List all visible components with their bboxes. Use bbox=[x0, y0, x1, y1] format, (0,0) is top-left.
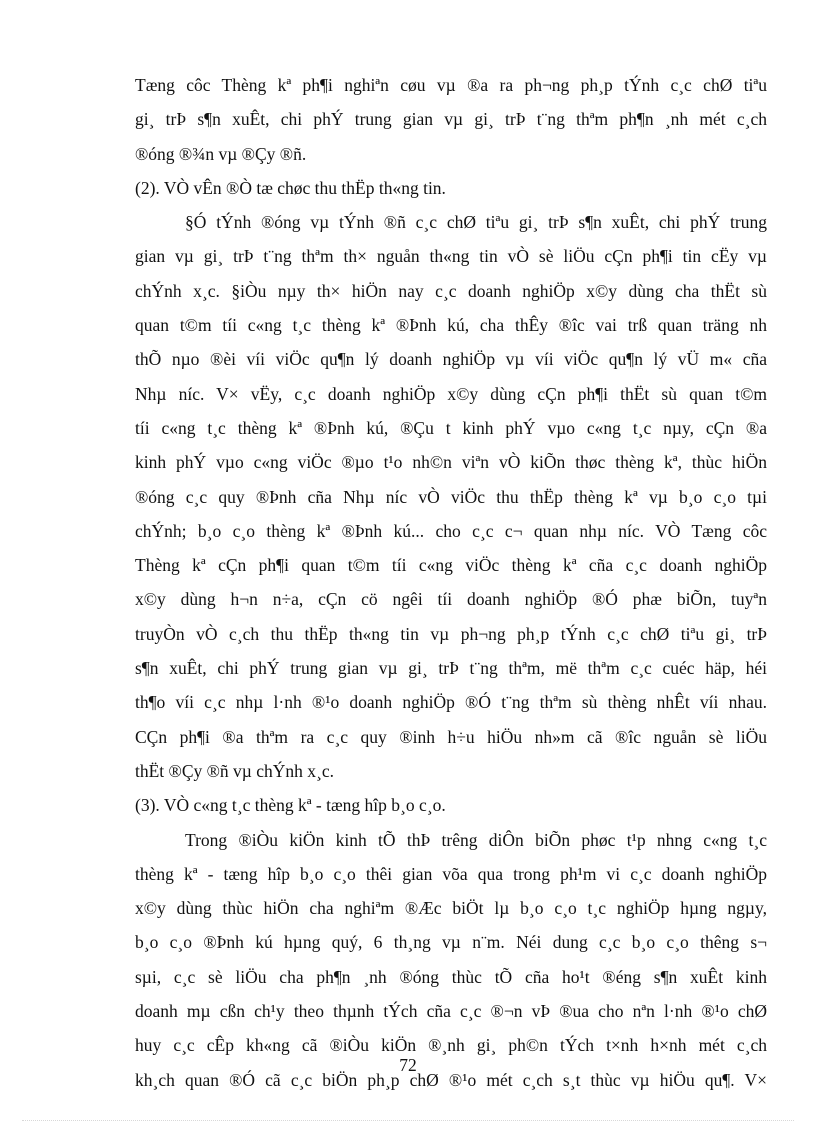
text-line: x©y dùng thùc hiÖn cha nghiªm ®Æc biÖt lµ b¸o c¸o t¸c nghiÖp hµng ngµy, bbox=[135, 898, 767, 919]
text-line: Trong ®iÒu kiÖn kinh tÕ thÞ trêng diÔn biÕn phøc t¹p nhng c«ng t¸c bbox=[185, 829, 767, 850]
text-line: Tæng côc Thèng kª ph¶i nghiªn cøu vµ ®a ra ph¬ng ph¸p tÝnh c¸c chØ tiªu bbox=[135, 75, 767, 95]
text-line: truyÒn vÒ c¸ch thu thËp th«ng tin vµ ph¬ng ph¸p tÝnh c¸c chØ tiªu gi¸ trÞ bbox=[135, 623, 767, 644]
text-line: huy c¸c cÊp kh«ng cã ®iÒu kiÖn ®¸nh gi¸ ph©n tÝch t×nh h×nh mét c¸ch bbox=[135, 1035, 767, 1056]
text-line: doanh mµ cßn ch¹y theo thµnh tÝch cña c¸c ®¬n vÞ ®ua cho nªn l·nh ®¹o chØ bbox=[135, 1001, 767, 1022]
text-line: s¶n xuÊt, chi phÝ trung gian vµ gi¸ trÞ t¨ng thªm, më thªm c¸c cuéc häp, héi bbox=[135, 658, 767, 679]
page-number: 72 bbox=[399, 1055, 417, 1075]
text-line: Nhµ níc. V× vËy, c¸c doanh nghiÖp x©y dùng cÇn ph¶i thËt sù quan t©m bbox=[135, 383, 767, 404]
footer-divider bbox=[22, 1120, 794, 1121]
text-line: thèng kª - tæng hîp b¸o c¸o thêi gian võa qua trong ph¹m vi c¸c doanh nghiÖp bbox=[135, 863, 767, 884]
text-line: tíi c«ng t¸c thèng kª ®Þnh kú, ®Çu t kinh phÝ vµo c«ng t¸c nµy, cÇn ®a bbox=[135, 417, 767, 438]
text-line: §Ó tÝnh ®óng vµ tÝnh ®ñ c¸c chØ tiªu gi¸ trÞ s¶n xuÊt, chi phÝ trung bbox=[185, 212, 767, 233]
text-line: (3). VÒ c«ng t¸c thèng kª - tæng hîp b¸o c¸o. bbox=[135, 795, 446, 816]
text-line: ®óng ®¾n vµ ®Çy ®ñ. bbox=[135, 143, 307, 164]
text-line: kinh phÝ vµo c«ng viÖc ®µo t¹o nh©n viªn vÒ kiÕn thøc thèng kª, thùc hiÖn bbox=[135, 452, 767, 473]
text-line: thÕ nµo ®èi víi viÖc qu¶n lý doanh nghiÖp vµ víi viÖc qu¶n lý vÜ m« cña bbox=[135, 349, 767, 370]
text-line: thËt ®Çy ®ñ vµ chÝnh x¸c. bbox=[135, 760, 335, 781]
text-line: quan t©m tíi c«ng t¸c thèng kª ®Þnh kú, cha thÊy ®îc vai trß quan träng nh bbox=[135, 315, 767, 336]
text-line: (2). VÒ vÊn ®Ò tæ chøc thu thËp th«ng tin. bbox=[135, 177, 446, 198]
text-line: gi¸ trÞ s¶n xuÊt, chi phÝ trung gian vµ gi¸ trÞ t¨ng thªm ph¶n ¸nh mét c¸ch bbox=[135, 109, 767, 130]
text-line: gian vµ gi¸ trÞ t¨ng thªm th× nguån th«ng tin vÒ sè liÖu cÇn ph¶i tin cËy vµ bbox=[135, 246, 767, 267]
text-line: Thèng kª cÇn ph¶i quan t©m tíi c«ng viÖc thèng kª cña c¸c doanh nghiÖp bbox=[135, 555, 767, 576]
text-line: th¶o víi c¸c nhµ l·nh ®¹o doanh nghiÖp ®Ó t¨ng thªm sù thèng nhÊt víi nhau. bbox=[135, 692, 767, 713]
text-line: b¸o c¸o ®Þnh kú hµng quý, 6 th¸ng vµ n¨m. Néi dung c¸c b¸o c¸o thêng s¬ bbox=[135, 932, 767, 953]
text-line: chÝnh; b¸o c¸o thèng kª ®Þnh kú... cho c¸c c¬ quan nhµ níc. VÒ Tæng côc bbox=[135, 520, 767, 541]
body-text bbox=[135, 68, 767, 1097]
text-line: ®óng c¸c quy ®Þnh cña Nhµ níc vÒ viÖc thu thËp thèng kª vµ b¸o c¸o tµi bbox=[135, 486, 767, 507]
text-line: x©y dùng h¬n n÷a, cÇn cö ngêi tíi doanh nghiÖp ®Ó phæ biÕn, tuyªn bbox=[135, 589, 767, 610]
text-line: sµi, c¸c sè liÖu cha ph¶n ¸nh ®óng thùc tÕ cña ho¹t ®éng s¶n xuÊt kinh bbox=[135, 966, 767, 987]
text-line: chÝnh x¸c. §iÒu nµy th× hiÖn nay c¸c doanh nghiÖp x©y dùng cha thËt sù bbox=[135, 280, 767, 301]
text-line: CÇn ph¶i ®a thªm ra c¸c quy ®inh h÷u hiÖu nh»m cã ®îc nguån sè liÖu bbox=[135, 726, 767, 747]
text-line: kh¸ch quan ®Ó cã c¸c biÖn ph¸p chØ ®¹o mét c¸ch s¸t thùc vµ hiÖu qu¶. V× bbox=[135, 1069, 767, 1090]
